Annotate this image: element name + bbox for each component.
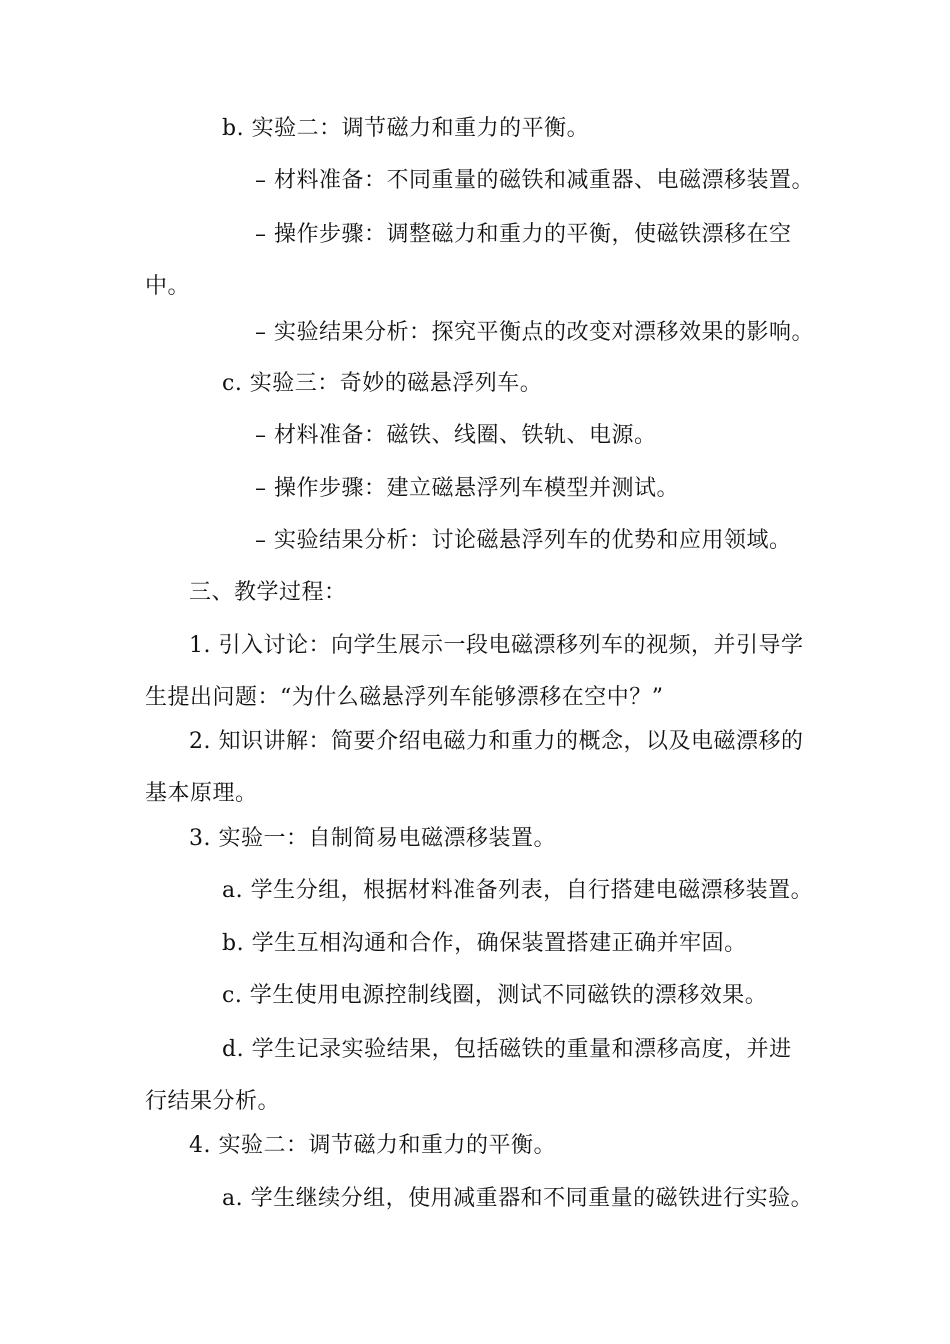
item-c-materials: – 材料准备：磁铁、线圈、铁轨、电源。 xyxy=(255,423,657,448)
step-3-experiment-one: 3. 实验一：自制简易电磁漂移装置。 xyxy=(189,826,556,851)
step-4-experiment-two: 4. 实验二：调节磁力和重力的平衡。 xyxy=(189,1133,556,1158)
step-3a: a. 学生分组，根据材料准备列表，自行搭建电磁漂移装置。 xyxy=(222,878,814,903)
item-c-steps: – 操作步骤：建立磁悬浮列车模型并测试。 xyxy=(255,476,679,501)
step-3c: c. 学生使用电源控制线圈，测试不同磁铁的漂移效果。 xyxy=(222,983,768,1008)
item-b-result-analysis: – 实验结果分析：探究平衡点的改变对漂移效果的影响。 xyxy=(255,320,814,345)
step-2-knowledge: 2. 知识讲解：简要介绍电磁力和重力的概念，以及电磁漂移的基本原理。 xyxy=(145,729,804,806)
item-c-result-analysis: – 实验结果分析：讨论磁悬浮列车的优势和应用领域。 xyxy=(255,528,792,553)
step-1-introduction: 1. 引入讨论：向学生展示一段电磁漂移列车的视频，并引导学生提出问题：“为什么磁悬浮列车能够漂移在空中？” xyxy=(145,633,804,710)
item-b-materials: – 材料准备：不同重量的磁铁和减重器、电磁漂移装置。 xyxy=(255,168,814,193)
step-3b: b. 学生互相沟通和合作，确保装置搭建正确并牢固。 xyxy=(222,931,747,956)
step-4a: a. 学生继续分组，使用减重器和不同重量的磁铁进行实验。 xyxy=(222,1186,814,1211)
item-b-steps: – 操作步骤：调整磁力和重力的平衡，使磁铁漂移在空中。 xyxy=(145,222,792,299)
step-3d: d. 学生记录实验结果，包括磁铁的重量和漂移高度，并进行结果分析。 xyxy=(145,1037,792,1114)
section-heading-teaching-process: 三、教学过程： xyxy=(189,580,347,605)
item-b-experiment-two: b. 实验二：调节磁力和重力的平衡。 xyxy=(222,116,590,141)
item-c-experiment-three: c. 实验三：奇妙的磁悬浮列车。 xyxy=(222,371,543,396)
